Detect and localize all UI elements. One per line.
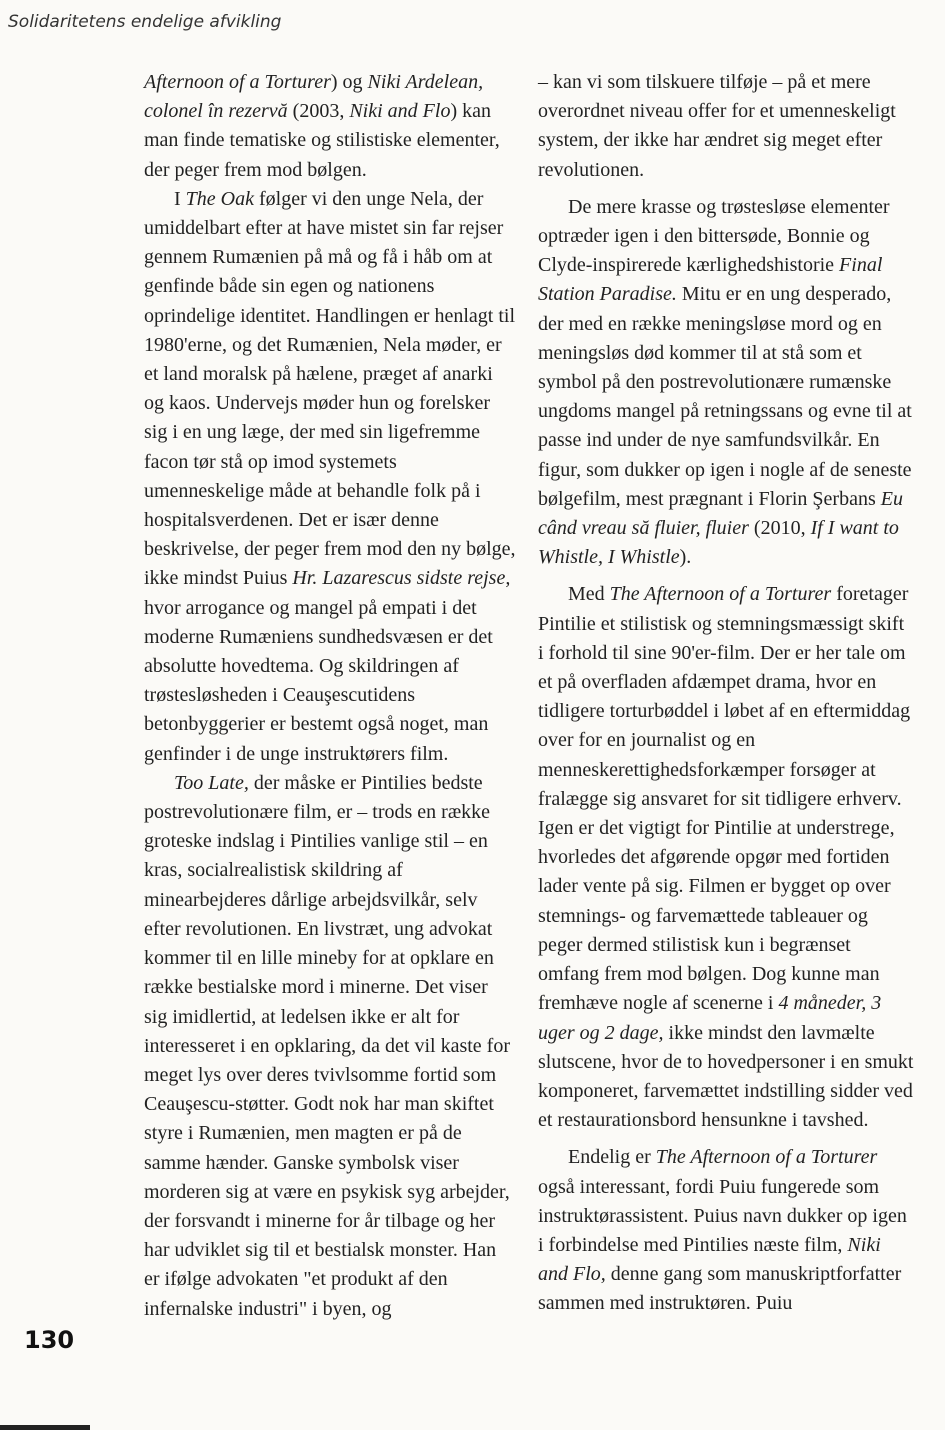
text-run: Mitu er en ung desperado, der med en række meningsløse mord og en meningsløs død kommer til at stå som et symbol på den postrevolutionære rumænske ungdoms mangel på retningssans og evne til at passe ind under de nye samfundsvilkår. En figur, som dukker op igen i nogle af de seneste bølgefilm, mest prægnant i Florin Şerbans: [538, 283, 912, 510]
italic-title: The Oak: [185, 187, 254, 210]
left-column: [144, 68, 516, 1324]
text-run: Endelig er: [568, 1146, 656, 1169]
italic-title: Eu când vreau să fluier, fluier: [538, 487, 903, 540]
running-head: Solidaritetens endelige afvikling: [8, 12, 282, 32]
italic-title: The Afternoon of a Torturer: [655, 1146, 878, 1169]
text-run: hvor arrogance og mangel på empati i det moderne Rumæniens sundhedsvæsen er det absolutte hovedtema. Og skildringen af trøstesløsheden i Ceauşescutidens betonbyggerier er bestemt også noget, man genfinder i de unge instruktørers film.: [144, 596, 493, 765]
paragraph: [538, 68, 914, 185]
paragraph: [538, 580, 914, 1135]
paragraph: [144, 68, 516, 185]
text-run: der måske er Pintilies bedste postrevolutionære film, er – trods en række groteske indslag i Pintilies vanlige stil – en kras, socialrealistisk skildring af minearbejderes dårlige arbejdsvilkår, selv efter revolutionen. En livstræt, ung advokat kommer til en lille mineby for at opklare en række bestialske mord i minerne. Det viser sig imidlertid, at ledelsen ikke er alt for interesseret i en opklaring, da det vil kaste for meget lys over deres tvivlsomme fortid som Ceauşescu-støtter. Godt nok har man skiftet styre i Rumænien, men magten er på de samme hænder. Ganske symbolsk viser morderen sig at være en psykisk syg arbejder, der forsvandt i minerne for år tilbage og her har udviklet sig til et bestialsk monster. Han er ifølge advokaten "et produkt af den infernalske industri" i byen, og: [144, 771, 510, 1320]
italic-title: Hr. Lazarescus sidste rejse,: [292, 567, 511, 590]
text-run: denne gang som manuskriptforfatter sammen med instruktøren. Puiu: [538, 1263, 902, 1315]
text-run: (2010,: [748, 517, 811, 540]
paragraph: [144, 185, 516, 769]
right-column: [538, 68, 914, 1319]
text-run: (2003,: [287, 100, 350, 123]
paragraph: [538, 1143, 914, 1318]
italic-title: 4 måneder, 3 uger og 2 dage,: [538, 992, 882, 1044]
text-run: Med: [568, 583, 610, 606]
text-run: foretager Pintilie et stilistisk og stemningsmæssigt skift i forhold til sine 90'er-film. Der er her tale om et på overfladen afdæmpet drama, hvor en tidligere torturbøddel i løbet af en eftermiddag over for en journalist og en menneskerettighedsforkæmper forsøger at fralægge sig ansvaret for sit tidligere erhverv. Igen er det vigtigt for Pintilie at understrege, hvorledes det afgørende opgør med fortiden lader vente på sig. Filmen er bygget op over stemnings- og farvemættede tableauer og peger dermed stilistisk kun i begrænset omfang frem mod bølgen. Dog kunne man fremhæve nogle af scenerne i: [538, 583, 911, 1015]
text-run: også interessant, fordi Puiu fungerede som instruktørassistent. Puius navn dukker op igen i forbindelse med Pintilies næste film,: [538, 1175, 907, 1256]
italic-title: Too Late,: [174, 771, 249, 794]
italic-title: Niki and Flo: [349, 100, 451, 123]
italic-title: Niki and Flo,: [538, 1233, 881, 1286]
italic-title: Niki Ardelean, colonel în rezervă: [144, 71, 484, 123]
text-run: ).: [679, 546, 692, 569]
text-run: ) kan man finde tematiske og stilistiske elementer, der peger frem mod bølgen.: [144, 100, 500, 181]
text-run: I: [174, 187, 186, 210]
italic-title: Final Station Paradise.: [538, 254, 883, 306]
paragraph: [144, 769, 516, 1324]
paragraph: [538, 193, 914, 573]
italic-title: The Afternoon of a Torturer: [609, 583, 832, 606]
text-run: ) og: [330, 71, 368, 93]
bottom-rule: [0, 1425, 90, 1430]
page-number: 130: [24, 1326, 75, 1354]
text-run: – kan vi som tilskuere tilføje – på et mere overordnet niveau offer for et umenneskeligt system, der ikke har ændret sig meget efter revolutionen.: [538, 71, 896, 181]
italic-title: If I want to Whistle, I Whistle: [538, 517, 899, 569]
text-run: ikke mindst den lavmælte slutscene, hvor de to hovedpersoner i en smukt komponeret, farvemættet indstilling sidder ved et restaurationsbord hensunkne i tavshed.: [538, 1021, 914, 1132]
text-run: følger vi den unge Nela, der umiddelbart efter at have mistet sin far rejser gennem Rumænien på må og få i håb om at genfinde både sin egen og nationens oprindelige identitet. Handlingen er henlagt til 1980'erne, og det Rumænien, Nela møder, er et land moralsk på hælene, præget af anarki og kaos. Undervejs møder hun og forelsker sig i en ung læge, der med sin ligefremme facon tør stå op imod systemets umenneskelige måde at behandle folk på i hospitalsverdenen. Det er især denne beskrivelse, der peger frem mod den ny bølge, ikke mindst Puius: [144, 187, 516, 590]
italic-title: Afternoon of a Torturer: [144, 71, 331, 93]
text-run: De mere krasse og trøstesløse elementer optræder igen i den bittersøde, Bonnie og Clyde-inspirerede kærlighedshistorie: [538, 195, 890, 277]
